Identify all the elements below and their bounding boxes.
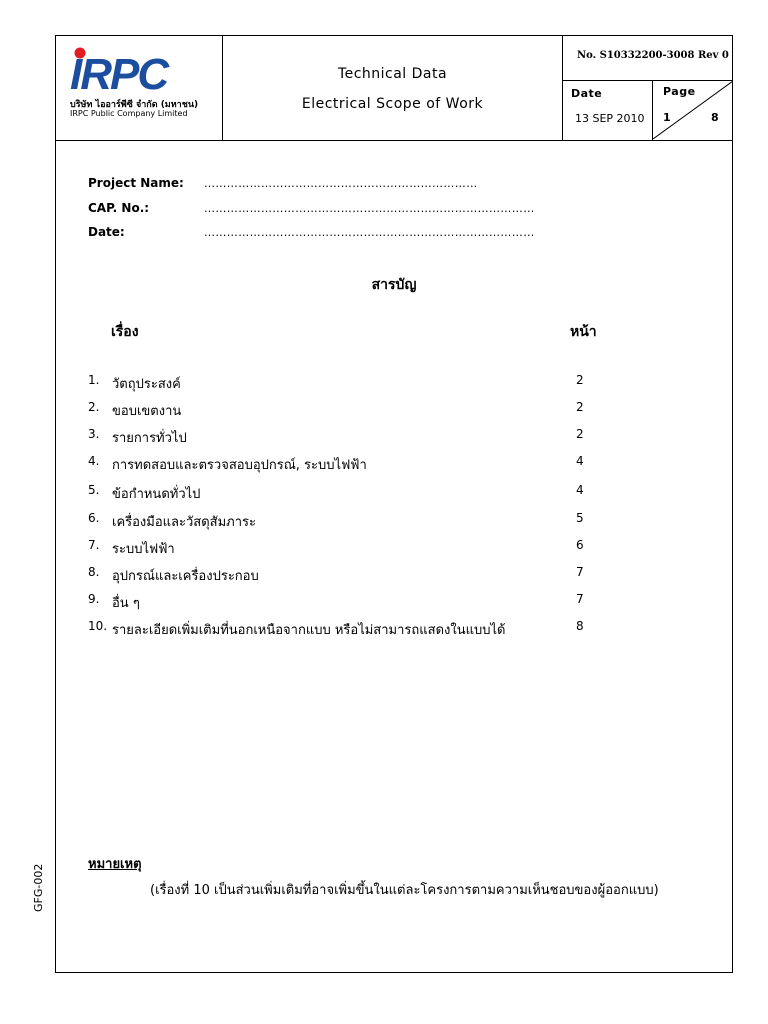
toc-item-text: รายละเอียดเพิ่มเติมที่นอกเหนือจากแบบ หรือไม่สามารถแสดงในแบบได้ bbox=[112, 623, 506, 638]
project-name-field: ……………………………………………………………… bbox=[204, 177, 478, 190]
page-total: 8 bbox=[711, 111, 719, 124]
page-label: Page bbox=[663, 85, 696, 98]
cap-no-label: CAP. No.: bbox=[88, 201, 150, 215]
toc-item-page: 6 bbox=[576, 538, 584, 552]
logo-brand-text: IRPC bbox=[70, 50, 168, 94]
toc-column-page: หน้า bbox=[570, 324, 597, 340]
toc-item-page: 8 bbox=[576, 619, 584, 633]
toc-item-page: 2 bbox=[576, 400, 584, 414]
toc-item-text: อื่น ๆ bbox=[112, 596, 140, 611]
toc-item-number: 5. bbox=[88, 483, 100, 497]
document-number: No. S10332200-3008 Rev 0 bbox=[563, 36, 732, 81]
toc-item-page: 7 bbox=[576, 565, 584, 579]
toc-item-page: 2 bbox=[576, 427, 584, 441]
company-name-thai: บริษัท ไออาร์พีซี จำกัด (มหาชน) bbox=[70, 100, 199, 110]
note-text: (เรื่องที่ 10 เป็นส่วนเพิ่มเติมที่อาจเพิ่มขึ้นในแต่ละโครงการตามความเห็นชอบของผู้ออกแบบ) bbox=[150, 883, 659, 898]
date-field-label: Date: bbox=[88, 225, 125, 239]
page-cell bbox=[653, 81, 732, 140]
title-cell bbox=[223, 36, 563, 140]
toc-item-number: 6. bbox=[88, 511, 100, 525]
cap-no-field: …………………………………………………………………………… bbox=[204, 202, 535, 215]
toc-item-page: 4 bbox=[576, 483, 584, 497]
date-cell bbox=[563, 81, 653, 140]
toc-column-subject: เรื่อง bbox=[111, 324, 139, 340]
toc-item-number: 2. bbox=[88, 400, 100, 414]
document-subtitle: Electrical Scope of Work bbox=[301, 96, 484, 112]
date-value: 13 SEP 2010 bbox=[575, 112, 645, 125]
date-label: Date bbox=[571, 87, 603, 100]
toc-item-text: อุปกรณ์และเครื่องประกอบ bbox=[112, 569, 259, 584]
toc-title: สารบัญ bbox=[371, 277, 417, 293]
toc-item-number: 10. bbox=[88, 619, 108, 633]
toc-item-number: 4. bbox=[88, 454, 100, 468]
toc-item-text: ขอบเขตงาน bbox=[112, 404, 182, 419]
document-frame bbox=[55, 35, 733, 973]
logo-cell bbox=[56, 36, 223, 140]
document-title: Technical Data bbox=[337, 66, 448, 82]
toc-item-text: เครื่องมือและวัสดุสัมภาระ bbox=[112, 515, 256, 530]
irpc-logo bbox=[70, 46, 205, 94]
toc-item-text: ข้อกำหนดทั่วไป bbox=[112, 487, 201, 502]
toc-item-page: 4 bbox=[576, 454, 584, 468]
document-body bbox=[56, 141, 732, 972]
toc-item-text: ระบบไฟฟ้า bbox=[112, 542, 175, 557]
company-name-english: IRPC Public Company Limited bbox=[70, 109, 188, 118]
date-field: …………………………………………………………………………… bbox=[204, 226, 535, 239]
toc-item-page: 7 bbox=[576, 592, 584, 606]
document-header bbox=[56, 36, 732, 141]
toc-item-text: การทดสอบและตรวจสอบอุปกรณ์, ระบบไฟฟ้า bbox=[112, 458, 367, 473]
toc-item-number: 7. bbox=[88, 538, 100, 552]
toc-item-number: 3. bbox=[88, 427, 100, 441]
toc-item-text: รายการทั่วไป bbox=[112, 431, 187, 446]
toc-item-number: 1. bbox=[88, 373, 100, 387]
toc-item-page: 2 bbox=[576, 373, 584, 387]
note-label: หมายเหตุ bbox=[88, 857, 142, 872]
toc-item-page: 5 bbox=[576, 511, 584, 525]
form-code: GFG-002 bbox=[32, 863, 45, 912]
toc-item-text: วัตถุประสงค์ bbox=[112, 377, 181, 392]
toc-item-number: 9. bbox=[88, 592, 100, 606]
page-current: 1 bbox=[663, 111, 671, 124]
toc-item-number: 8. bbox=[88, 565, 100, 579]
project-name-label: Project Name: bbox=[88, 176, 184, 190]
